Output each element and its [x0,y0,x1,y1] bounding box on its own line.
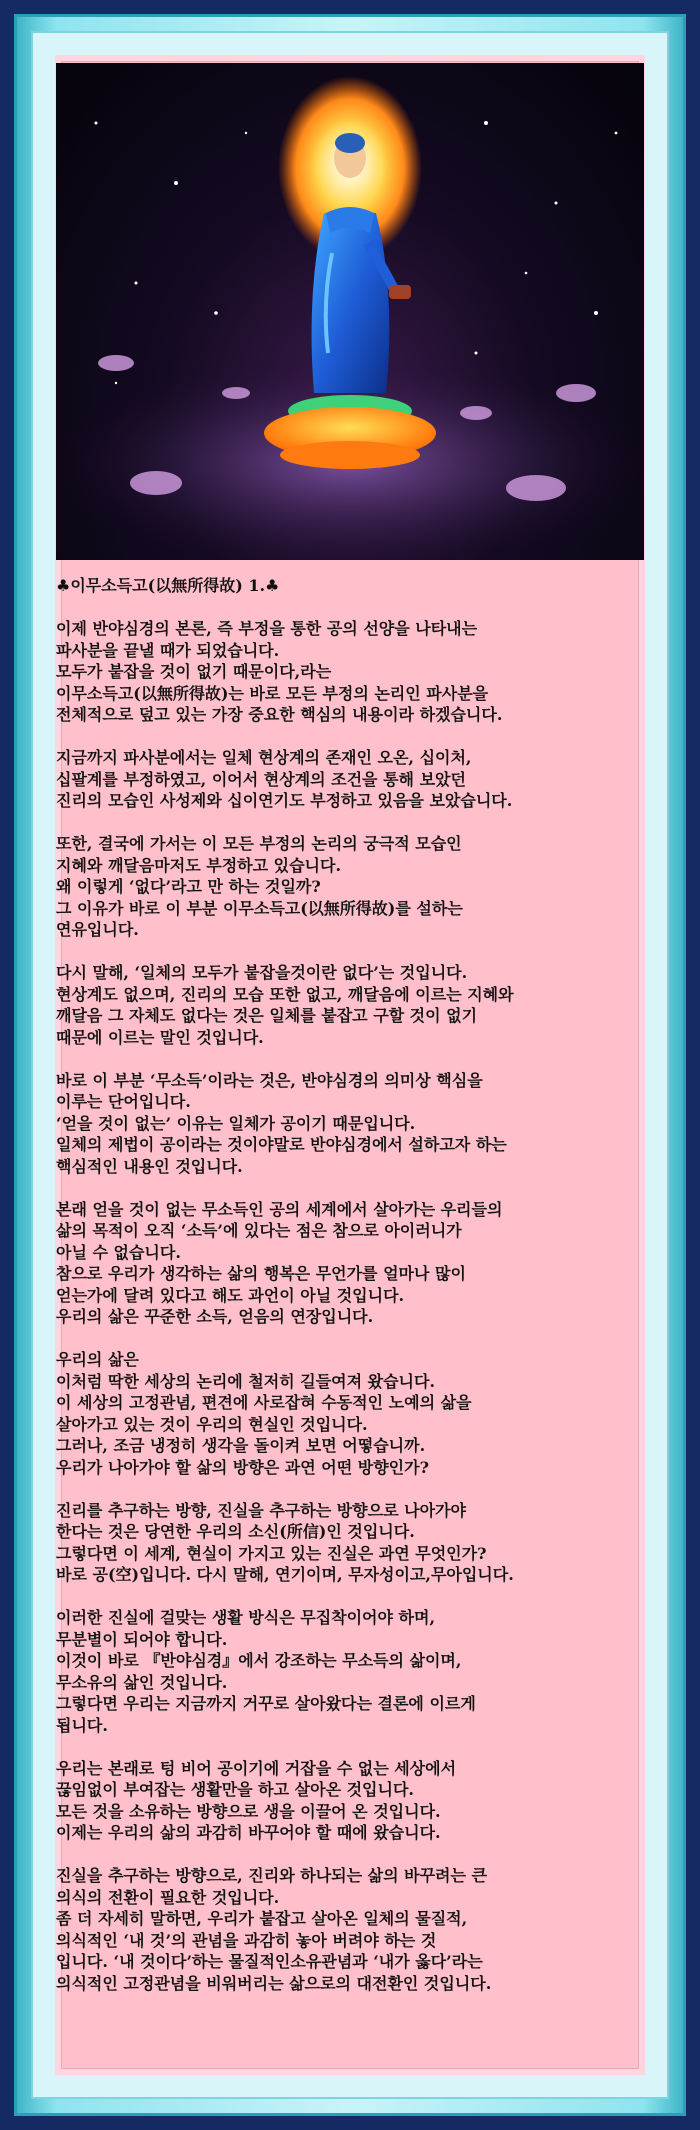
article-title: ♣이무소득고(以無所得故) 1.♣ [56,576,280,595]
paragraph: 우리는 본래로 텅 비어 공이기에 거잡을 수 없는 세상에서 끊임없이 부여잡는 생활만을 하고 살아온 것입니다. 모든 것을 소유하는 방향으로 생을 이끌어 온 것입니다. 이제는 우리의 삶의 과감히 바꾸어야 할 때에 왔습니다. [56,1758,457,1842]
paragraph: 다시 말해, ‘일체의 모두가 붙잡을것이란 없다’는 것입니다. 현상계도 없으며, 진리의 모습 또한 없고, 깨달음에 이르는 지혜와 깨달음 그 자체도 없다는 것은 일체를 붙잡고 구할 것이 없기 때문에 이르는 말인 것입니다. [56,963,514,1047]
paragraph: 진실을 추구하는 방향으로, 진리와 하나되는 삶의 바꾸려는 큰 의식의 전환이 필요한 것입니다. 좀 더 자세히 말하면, 우리가 붙잡고 살아온 일체의 물질적, 의식적인 ‘내 것’의 관념을 과감히 놓아 버려야 하는 것 입니다. ‘내 것이다’하는 물질적인소유관념과 ‘내가 옳다’라는 의식적인 고정관념을 비워버리는 삶으로의 대전환인 것입니다. [56,1866,492,1993]
buddha-artwork [56,63,644,560]
paragraph: 지금까지 파사분에서는 일체 현상계의 존재인 오온, 십이처, 십팔계를 부정하였고, 이어서 현상계의 조건을 통해 보았던 진리의 모습인 사성제와 십이연기도 부정하고 있음을 보았습니다. [56,748,513,810]
paragraph: 진리를 추구하는 방향, 진실을 추구하는 방향으로 나아가야 한다는 것은 당연한 우리의 소신(所信)인 것입니다. 그렇다면 이 세계, 현실이 가지고 있는 진실은 과연 무엇인가? 바로 공(空)입니다. 다시 말해, 연기이며, 무자성이고,무아입니다. [56,1500,514,1584]
buddha-illustration [56,63,644,560]
paragraph: 이러한 진실에 걸맞는 생활 방식은 무집착이어야 하며, 무분별이 되어야 합니다. 이것이 바로 『반야심경』에서 강조하는 무소득의 삶이며, 무소유의 삶인 것입니다. 그렇다면 우리는 지금까지 거꾸로 살아왔다는 결론에 이르게 됩니다. [56,1608,476,1735]
paragraph: 바로 이 부분 ‘무소득’이라는 것은, 반야심경의 의미상 핵심을 이루는 단어입니다. ‘얻을 것이 없는’ 이유는 일체가 공이기 때문입니다. 일체의 제법이 공이라는 것이야말로 반야심경에서 설하고자 하는 핵심적인 내용인 것입니다. [56,1070,507,1176]
article-body [56,575,644,2016]
paragraph: 또한, 결국에 가서는 이 모든 부정의 논리의 궁극적 모습인 지혜와 깨달음마저도 부정하고 있습니다. 왜 이렇게 ‘없다’라고 만 하는 것일까? 그 이유가 바로 이 부분 이무소득고(以無所得故)를 설하는 연유입니다. [56,834,463,939]
paragraph: 본래 얻을 것이 없는 무소득인 공의 세계에서 살아가는 우리들의 삶의 목적이 오직 ‘소득’에 있다는 점은 참으로 아이러니가 아닐 수 없습니다. 참으로 우리가 생각하는 삶의 행복은 무언가를 얼마나 많이 얻는가에 달려 있다고 해도 과언이 아닐 것입니다. 우리의 삶은 꾸준한 소득, 얻음의 연장입니다. [56,1199,503,1326]
paragraph: 이제 반야심경의 본론, 즉 부정을 통한 공의 선양을 나타내는 파사분을 끝낼 때가 되었습니다. 모두가 붙잡을 것이 없기 때문이다,라는 이무소득고(以無所得故)는 바로 모든 부정의 논리인 파사분을 전체적으로 덮고 있는 가장 중요한 핵심의 내용이라 하겠습니다. [56,619,503,724]
paragraph: 우리의 삶은 이처럼 딱한 세상의 논리에 철저히 길들여져 왔습니다. 이 세상의 고정관념, 편견에 사로잡혀 수동적인 노예의 삶을 살아가고 있는 것이 우리의 현실인 것입니다. 그러나, 조금 냉정히 생각을 돌이켜 보면 어떻습니까. 우리가 나아가야 할 삶의 방향은 과연 어떤 방향인가? [56,1350,472,1477]
